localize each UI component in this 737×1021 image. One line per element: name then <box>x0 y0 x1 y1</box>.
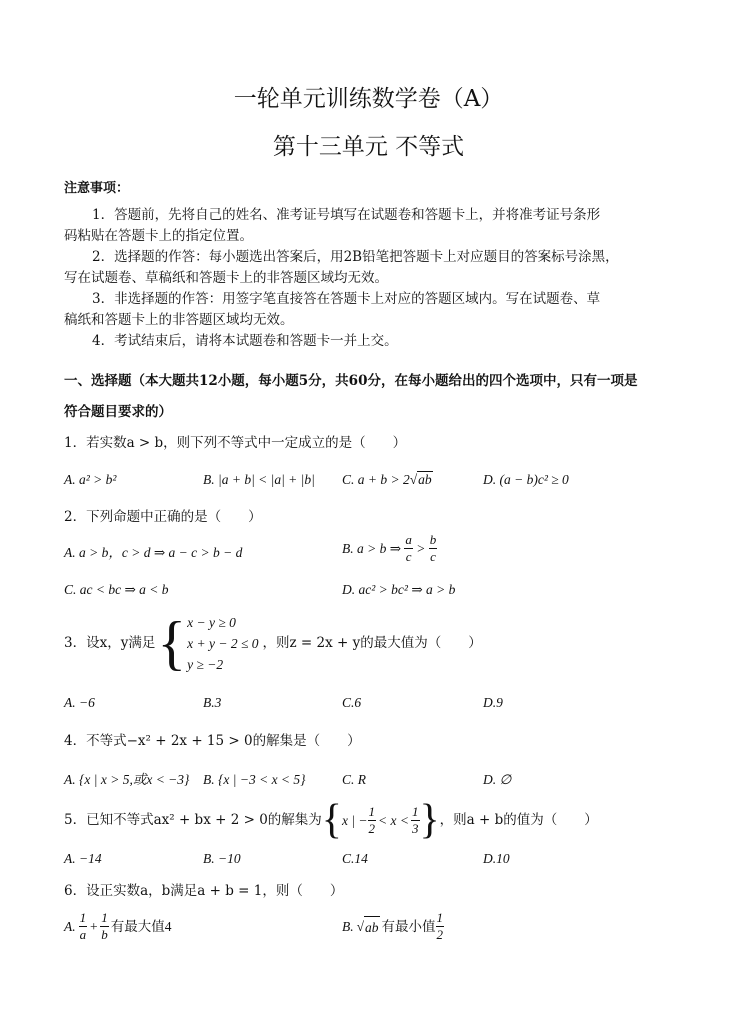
numerator: 1 <box>368 803 376 819</box>
q1-option-b: B. |a + b| < |a| + |b| <box>203 472 315 487</box>
fraction <box>79 910 88 943</box>
denominator: c <box>430 549 436 564</box>
gt-sign: > <box>416 541 426 556</box>
constraint-1: x − y ≥ 0 <box>187 614 236 630</box>
q5-stem-post: ，则a + b的值为（ ） <box>439 811 598 828</box>
q3-option-d: D.9 <box>483 695 503 710</box>
notice-heading: 注意事项： <box>64 181 130 196</box>
q6-option-a-label: A. <box>64 919 76 934</box>
q1-option-c <box>342 469 433 490</box>
page-title: 一轮单元训练数学卷（A） <box>233 86 504 112</box>
numerator: 1 <box>101 910 108 925</box>
q3-option-c: C.6 <box>342 695 362 710</box>
q4-option-c: C. R <box>342 772 367 787</box>
q5-option-d: D.10 <box>483 851 510 866</box>
fraction <box>368 804 377 837</box>
q2-option-b-text: B. a > b ⇒ <box>342 541 402 556</box>
sqrt-sign: √ <box>409 472 418 487</box>
question-3-stem <box>64 612 482 674</box>
set-middle: < x < <box>378 812 409 828</box>
brace-icon: { <box>157 610 187 676</box>
q5-option-a: A. −14 <box>64 851 102 866</box>
q1-option-a: A. a² > b² <box>64 472 117 487</box>
notice-line: 稿纸和答题卡上的非答题区域均无效。 <box>64 312 294 328</box>
q6-option-a <box>64 910 172 943</box>
q4-option-b: B. {x | −3 < x < 5} <box>203 772 306 787</box>
question-2-stem: 2．下列命题中正确的是（ ） <box>64 509 262 525</box>
q5-stem-pre: 5．已知不等式ax² + bx + 2 > 0的解集为 <box>64 811 322 828</box>
q6-option-b-label: B. <box>342 919 354 934</box>
notice-line: 4．考试结束后，请将本试题卷和答题卡一并上交。 <box>92 333 398 349</box>
constraint-2: x + y − 2 ≤ 0 <box>187 635 259 651</box>
notice-line: 码粘贴在答题卡上的指定位置。 <box>64 228 253 244</box>
section-heading-cont: 符合题目要求的） <box>64 404 172 420</box>
question-1-stem: 1．若实数a > b，则下列不等式中一定成立的是（ ） <box>64 435 407 451</box>
q3-option-a: A. −6 <box>64 695 95 710</box>
fraction <box>100 910 109 943</box>
notice-line: 1．答题前，先将自己的姓名、准考证号填写在试题卷和答题卡上，并将准考证号条形 <box>92 207 601 223</box>
denominator: 2 <box>436 927 444 942</box>
q6-option-b <box>342 910 444 943</box>
q4-option-d: D. ∅ <box>483 772 512 787</box>
q6-option-b-radicand: ab <box>364 916 380 938</box>
right-brace-icon: } <box>419 797 440 843</box>
notice-line: 写在试题卷、草稿纸和答题卡上的非答题区域均无效。 <box>64 270 388 286</box>
fraction <box>404 532 413 565</box>
constraint-3: y ≥ −2 <box>187 656 224 672</box>
plus-sign: + <box>89 919 99 934</box>
section-heading: 一、选择题（本大题共12小题，每小题5分，共60分，在每小题给出的四个选项中，只有一项是 <box>64 373 638 389</box>
numerator: b <box>429 532 437 547</box>
fraction <box>429 532 438 565</box>
sqrt-sign: √ <box>356 919 365 934</box>
numerator: a <box>405 532 412 547</box>
q2-option-a: A. a > b，c > d ⇒ a − c > b − d <box>64 545 243 560</box>
q4-option-a: A. {x | x > 5,或x < −3} <box>64 772 190 787</box>
fraction <box>411 804 420 837</box>
numerator: 1 <box>436 910 444 925</box>
q5-option-c: C.14 <box>342 851 368 866</box>
q5-option-b: B. −10 <box>203 851 241 866</box>
denominator: a <box>79 927 87 942</box>
q6-option-b-text: 有最小值 <box>381 919 436 934</box>
numerator: 1 <box>412 803 419 819</box>
constraint-system <box>187 612 258 675</box>
q3-option-b: B.3 <box>203 695 222 710</box>
q3-stem-post: ，则z = 2x + y的最大值为（ ） <box>262 634 482 651</box>
notice-line: 2．选择题的作答：每小题选出答案后，用2B铅笔把答题卡上对应题目的答案标号涂黑， <box>92 249 619 265</box>
question-4-stem: 4．不等式−x² + 2x + 15 > 0的解集是（ ） <box>64 733 361 749</box>
fraction <box>436 910 445 943</box>
q1-option-c-radicand: ab <box>418 472 432 487</box>
q1-option-d: D. (a − b)c² ≥ 0 <box>483 472 569 487</box>
question-5-stem <box>64 797 598 843</box>
left-brace-icon: { <box>321 797 342 843</box>
q6-option-a-text: 有最大值4 <box>110 919 172 934</box>
q2-option-d: D. ac² > bc² ⇒ a > b <box>342 582 456 597</box>
q2-option-b <box>342 532 437 565</box>
q2-option-c: C. ac < bc ⇒ a < b <box>64 582 169 597</box>
set-builder: x | − <box>341 812 368 828</box>
q3-stem-pre: 3．设x，y满足 <box>64 634 156 651</box>
notice-line: 3．非选择题的作答：用签字笔直接答在答题卡上对应的答题区域内。写在试题卷、草 <box>92 291 601 307</box>
q1-option-c-text: C. a + b > 2 <box>342 472 410 487</box>
numerator: 1 <box>79 910 87 925</box>
question-6-stem: 6．设正实数a，b满足a + b = 1，则（ ） <box>64 883 344 899</box>
denominator: 3 <box>412 820 419 836</box>
denominator: 2 <box>368 820 376 836</box>
page-subtitle: 第十三单元 不等式 <box>272 134 465 160</box>
denominator: c <box>405 549 412 564</box>
denominator: b <box>101 927 108 942</box>
